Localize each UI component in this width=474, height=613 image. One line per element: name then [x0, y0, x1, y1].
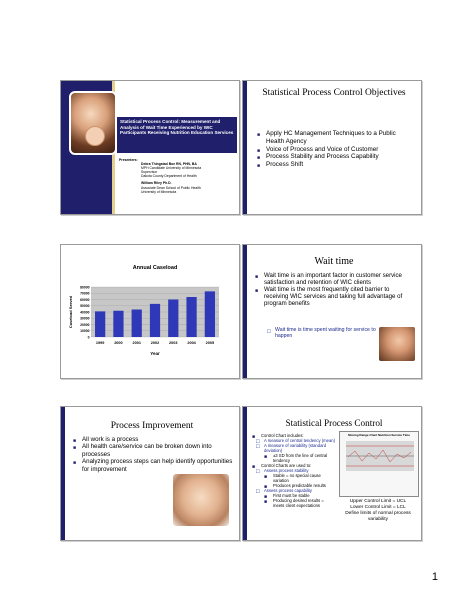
slide6-note: Define limits of normal process variability — [345, 511, 411, 522]
page-number: 1 — [431, 571, 438, 583]
baby-photo — [379, 327, 415, 361]
chart-y-tick-label: 30000 — [80, 316, 90, 321]
control-chart-title: Moving Range Chart Nutrition Service Time — [348, 433, 410, 437]
slide6-subsub-bullet: ■ ±3 SD from the line of central tendency — [264, 453, 336, 463]
slide2-bullet: ■ Voice of Process and Voice of Customer — [257, 146, 415, 154]
slide6-sub-bullet: □ Assess process capability — [256, 488, 336, 493]
family-photo — [69, 91, 117, 155]
chart-bar — [150, 304, 160, 337]
control-chart-plot — [340, 437, 418, 493]
chart-x-tick-label: 2001 — [132, 341, 141, 345]
slide-wait-time — [242, 244, 422, 379]
slide-process-improvement — [60, 406, 240, 541]
presenter1-role: MPH Candidate University of Minnesota — [141, 166, 202, 171]
slide6-subsub-bullet: ■ Produces predictable results — [264, 483, 336, 488]
chart-x-tick-label: 1999 — [95, 341, 105, 345]
chart-y-ticks — [80, 285, 90, 339]
slide2-left-bar — [243, 81, 247, 214]
chart-x-tick-label: 2003 — [169, 341, 178, 345]
presenters-block — [119, 158, 237, 194]
slide1-title: Statistical Process Control: Measurement and Analysis of Wait Time Experienced by WIC Participants Receiving Nutrition Education Services — [117, 117, 237, 153]
chart-bar — [168, 300, 178, 338]
chart-y-label: Caseload Served — [68, 295, 73, 329]
slide5-title: Process Improvement — [110, 421, 194, 431]
slide2-bullet: ■ Process Stability and Process Capability — [257, 153, 415, 161]
slide2-bullets — [257, 130, 415, 169]
slide-spc — [242, 406, 422, 541]
presenters-label: Presenters: — [119, 158, 138, 162]
presenter2-role: Associate Dean School of Public Health — [141, 185, 201, 190]
slide6-bullet: ■ Control Chart includes: — [252, 433, 336, 438]
chart-x-label: Year — [150, 351, 160, 356]
slide6-sub-bullet: □ A measure of central tendency (mean) — [256, 438, 336, 443]
chart-x-tick-label: 2002 — [150, 341, 160, 345]
slide4-left-bar — [243, 245, 247, 378]
slide4-title: Wait time — [314, 256, 354, 267]
chart-bar — [95, 311, 105, 337]
chart-y-tick-label: 40000 — [80, 310, 90, 315]
slide2-bullet: ■ Apply HC Management Techniques to a Public Health Agency — [257, 130, 415, 146]
chart-x-ticks — [96, 341, 214, 345]
chart-y-tick-label: 70000 — [80, 291, 90, 296]
slide6-subsub-bullet: ■ Producing desired results = meets client expectations — [264, 498, 336, 508]
slide6-bullet: ■ Control Charts are used to: — [252, 463, 336, 468]
slide6-left-bar — [243, 407, 247, 540]
slide5-bullets — [73, 436, 233, 473]
slide2-bullet: ■ Process Shift — [257, 161, 415, 169]
slide6-note: Lower Control Limit = LCL — [350, 505, 406, 510]
presenter1-org: Dakota County Department of Health — [141, 174, 197, 179]
slide5-bullet: ■ All health care/service can be broken down into processes — [73, 443, 233, 458]
slide4-bullet: ■ Wait time is an important factor in customer service satisfaction and retention of WIC clients — [255, 272, 415, 286]
slide-title — [60, 80, 240, 215]
slide6-sub-bullet: □ Assess process stability — [256, 468, 336, 473]
slide6-note: Upper Control Limit = UCL — [349, 499, 407, 504]
slide4-sub-bullet: □ Wait time is time spent waiting for service to happen — [267, 327, 377, 340]
chart-bar — [205, 291, 215, 337]
slide4-bullets — [255, 272, 415, 307]
chart-bar — [113, 311, 123, 337]
slide6-text — [252, 433, 336, 508]
slide-annual-caseload — [60, 244, 240, 379]
slide4-sub-bullets — [267, 327, 377, 340]
slide5-bullet: ■ All work is a process — [73, 436, 233, 443]
slide5-left-bar — [61, 407, 65, 540]
chart-bar — [132, 310, 142, 338]
slide5-bullet: ■ Analyzing process steps can help identify opportunities for improvement — [73, 458, 233, 473]
chart-bar — [186, 297, 196, 337]
mother-baby-photo — [173, 474, 229, 526]
slide6-subsub-bullet: ■ Stable = no special cause variation — [264, 473, 336, 483]
presenter1-title: Supervisor — [141, 170, 158, 175]
chart-title: Annual Caseload — [132, 265, 178, 271]
slide6-sub-bullet: □ A measure of variability (standard deviation) — [256, 443, 336, 453]
chart-y-tick-label: 50000 — [80, 304, 90, 309]
slide-objectives — [242, 80, 422, 215]
chart-x-tick-label: 2005 — [205, 341, 215, 345]
chart-x-tick-label: 2004 — [187, 341, 196, 345]
chart-y-tick-label: 10000 — [80, 329, 90, 334]
slide4-bullet: ■ Wait time is the most frequently cited barrier to receiving WIC services and taking full advantage of program benefits — [255, 286, 415, 307]
chart-x-tick-label: 2000 — [114, 341, 123, 345]
slide6-title: Statistical Process Control — [285, 418, 383, 428]
presenter2-name: William Riley Ph.D. — [141, 181, 172, 186]
presenter1-name: Debra Thingstad Boe RN, PHN, BA — [141, 162, 197, 167]
chart-y-tick-label: 60000 — [80, 297, 90, 302]
presenter2-org: University of Minnesota — [141, 189, 177, 194]
baby-face-icon — [85, 126, 105, 146]
annual-caseload-chart — [61, 245, 239, 378]
control-chart-thumbnail — [339, 431, 419, 497]
slide2-title: Statistical Process Control Objectives — [262, 88, 406, 98]
chart-y-tick-label: 80000 — [80, 285, 90, 290]
chart-y-tick-label: 0 — [87, 335, 90, 340]
slide6-subsub-bullet: ■ First must be stable — [264, 493, 336, 498]
slide6-notes — [339, 499, 417, 523]
chart-y-tick-label: 20000 — [80, 322, 90, 327]
